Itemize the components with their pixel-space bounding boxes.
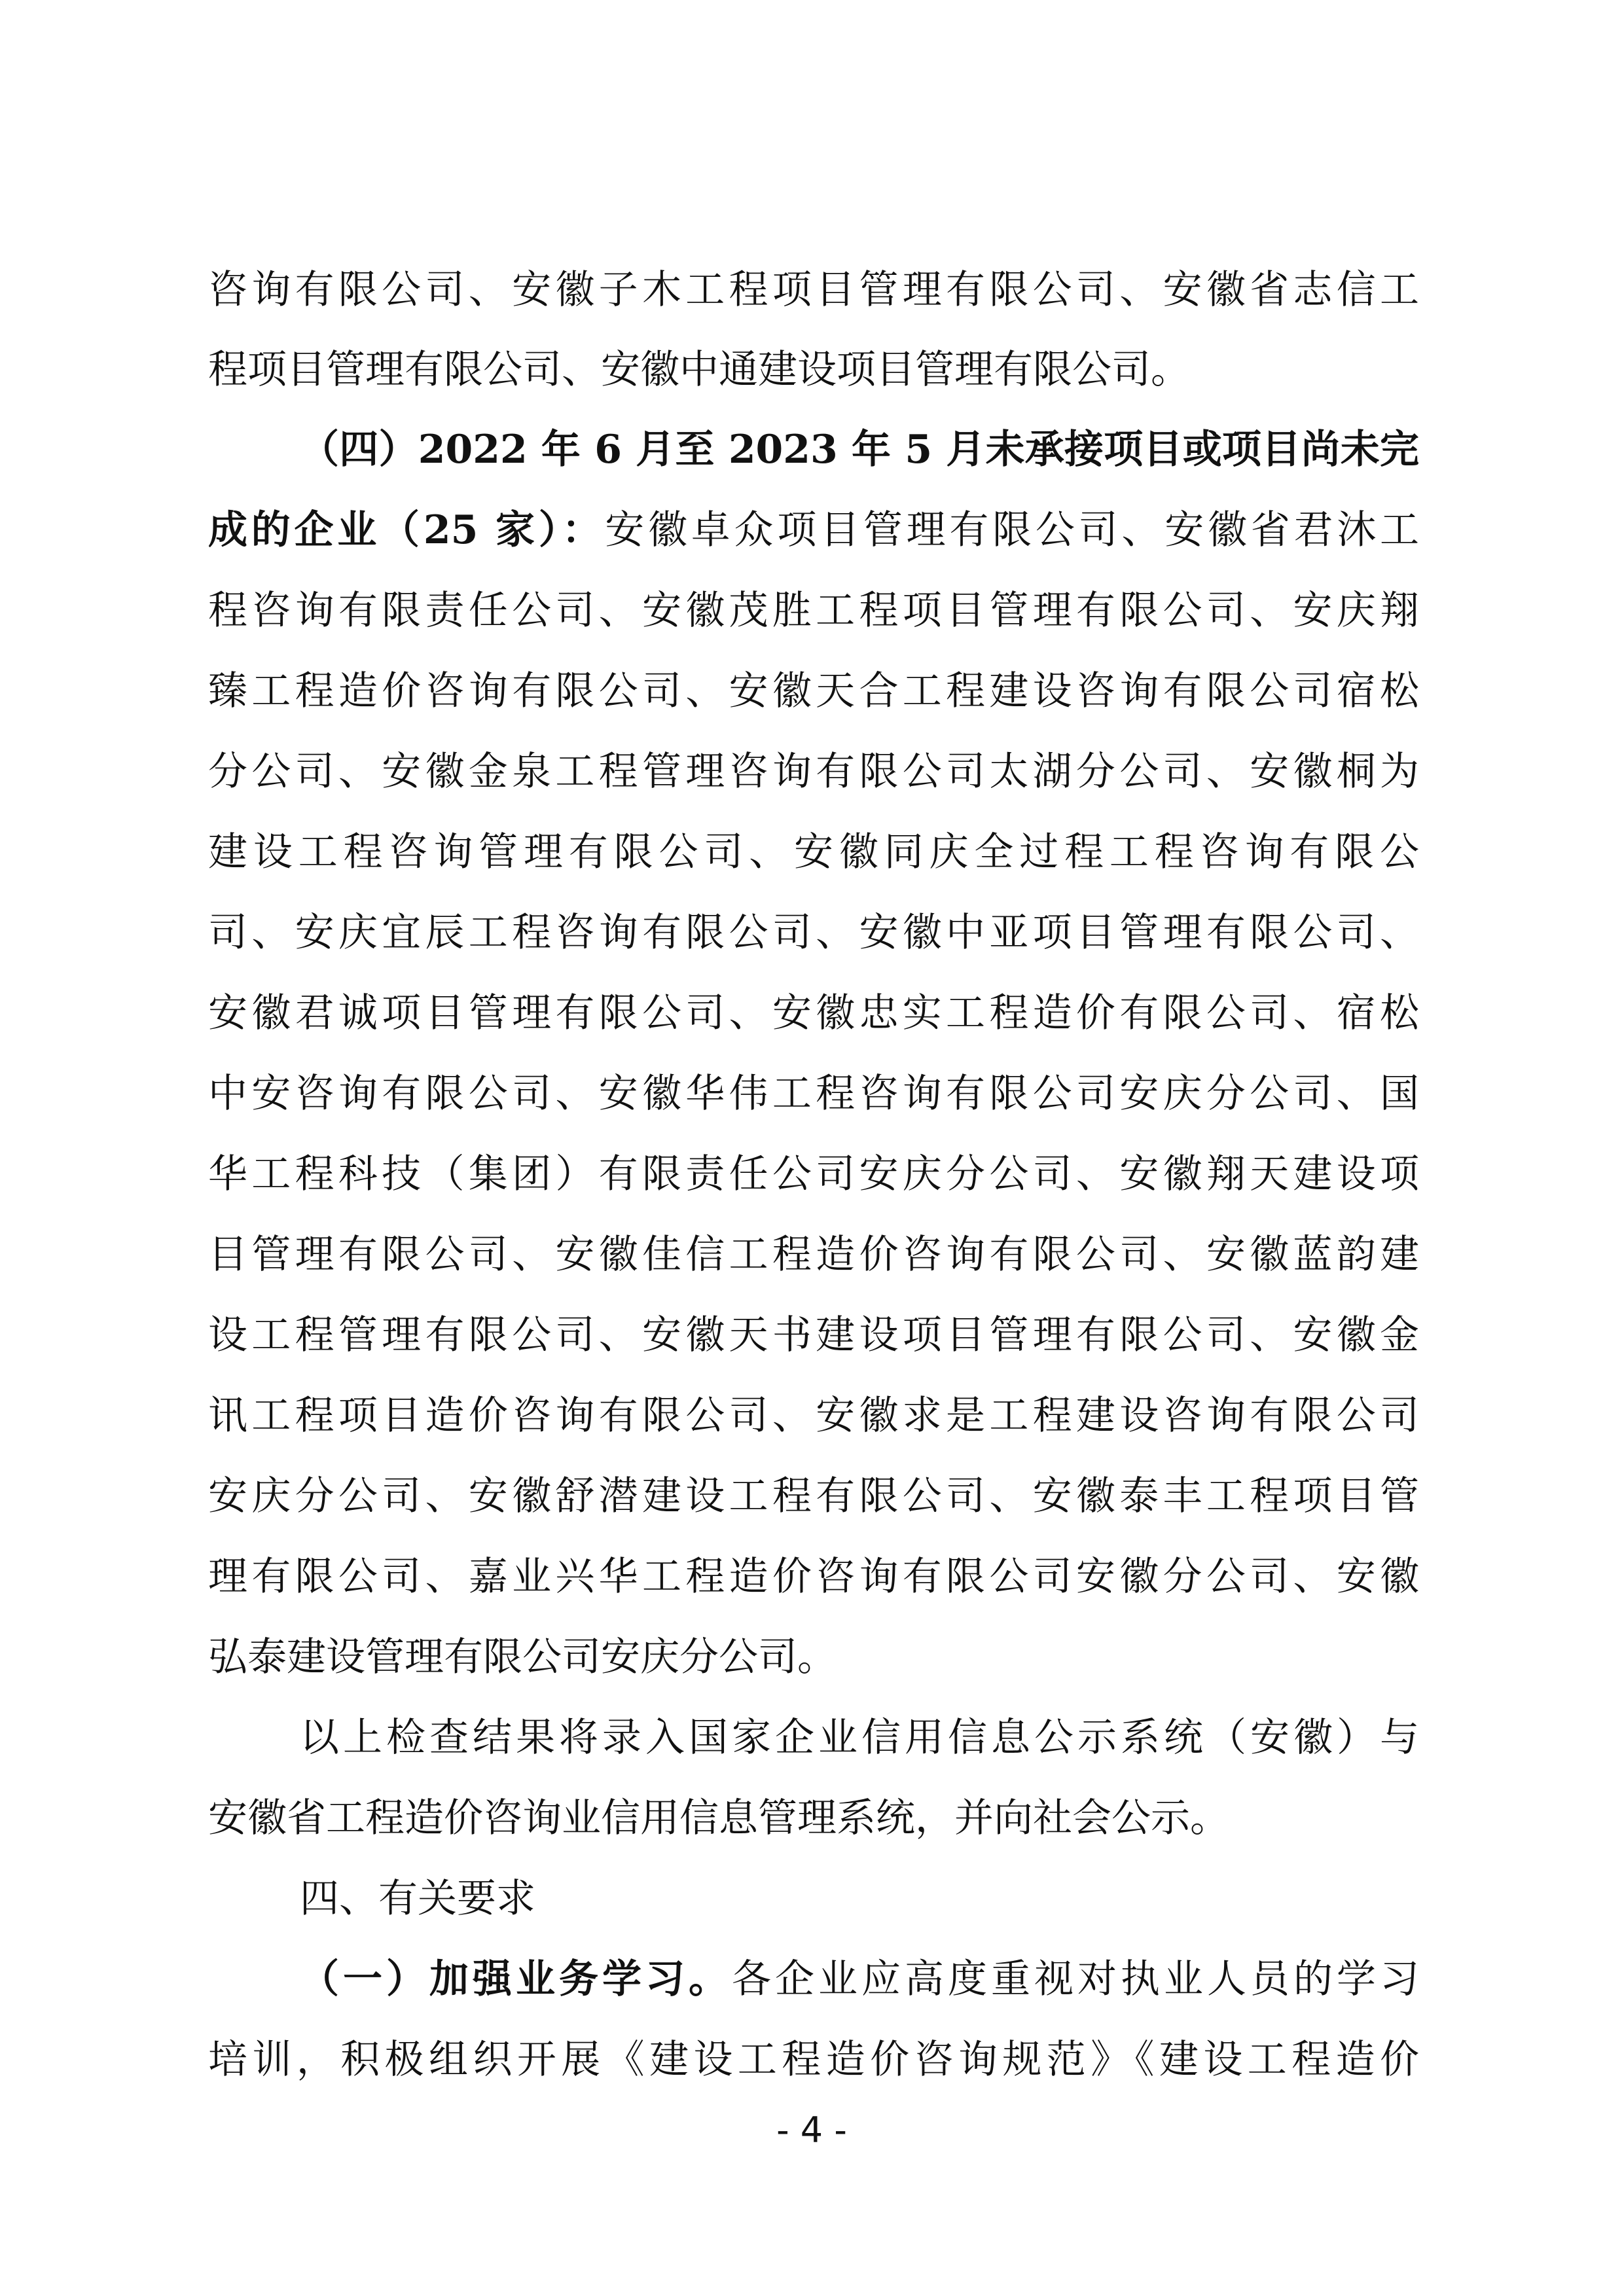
page-number: - 4 - <box>776 2109 847 2151</box>
paragraph-text: 各企业应高度重视对执业人员的学习 <box>732 1956 1419 2002</box>
paragraph-line: 臻工程造价咨询有限公司、安徽天合工程建设咨询有限公司宿松 <box>208 668 1419 714</box>
paragraph-line: 培训，积极组织开展《建设工程造价咨询规范》《建设工程造价 <box>208 2037 1419 2083</box>
paragraph-line: 理有限公司、嘉业兴华工程造价咨询有限公司安徽分公司、安徽 <box>208 1554 1419 1600</box>
paragraph-text: 安徽卓众项目管理有限公司、安徽省君沐工 <box>605 507 1420 553</box>
paragraph-line: 司、安庆宜辰工程咨询有限公司、安徽中亚项目管理有限公司、 <box>208 910 1419 956</box>
paragraph-line: 分公司、安徽金泉工程管理咨询有限公司太湖分公司、安徽桐为 <box>208 749 1419 795</box>
paragraph-line: 中安咨询有限公司、安徽华伟工程咨询有限公司安庆分公司、国 <box>208 1071 1419 1117</box>
paragraph-line: 程项目管理有限公司、安徽中通建设项目管理有限公司。 <box>208 347 1190 393</box>
paragraph-line: 华工程科技（集团）有限责任公司安庆分公司、安徽翔天建设项 <box>208 1151 1419 1197</box>
subsection-title: （一）加强业务学习。 <box>300 1956 732 2002</box>
section-heading-line: （四）2022 年 6 月至 2023 年 5 月未承接项目或项目尚未完 <box>300 427 1419 473</box>
paragraph-line: 目管理有限公司、安徽佳信工程造价咨询有限公司、安徽蓝韵建 <box>208 1232 1419 1278</box>
section-title: 四、有关要求 <box>300 1876 535 1922</box>
paragraph-line: 程咨询有限责任公司、安徽茂胜工程项目管理有限公司、安庆翔 <box>208 588 1419 634</box>
paragraph-line: 安庆分公司、安徽舒潜建设工程有限公司、安徽泰丰工程项目管 <box>208 1473 1419 1519</box>
paragraph-line <box>208 501 1419 560</box>
paragraph-line: 弘泰建设管理有限公司安庆分公司。 <box>208 1634 837 1680</box>
paragraph-line: 安徽省工程造价咨询业信用信息管理系统，并向社会公示。 <box>208 1795 1229 1841</box>
paragraph-line: 安徽君诚项目管理有限公司、安徽忠实工程造价有限公司、宿松 <box>208 990 1419 1036</box>
paragraph-line: 以上检查结果将录入国家企业信用信息公示系统（安徽）与 <box>300 1715 1419 1761</box>
section-heading-tail: 成的企业（25 家）： <box>208 507 605 553</box>
paragraph-line: 讯工程项目造价咨询有限公司、安徽求是工程建设咨询有限公司 <box>208 1393 1419 1439</box>
paragraph-line: 建设工程咨询管理有限公司、安徽同庆全过程工程咨询有限公 <box>208 829 1419 875</box>
paragraph-line <box>300 1950 1419 2009</box>
paragraph-line: 设工程管理有限公司、安徽天书建设项目管理有限公司、安徽金 <box>208 1312 1419 1358</box>
paragraph-line: 咨询有限公司、安徽子木工程项目管理有限公司、安徽省志信工 <box>208 267 1419 313</box>
